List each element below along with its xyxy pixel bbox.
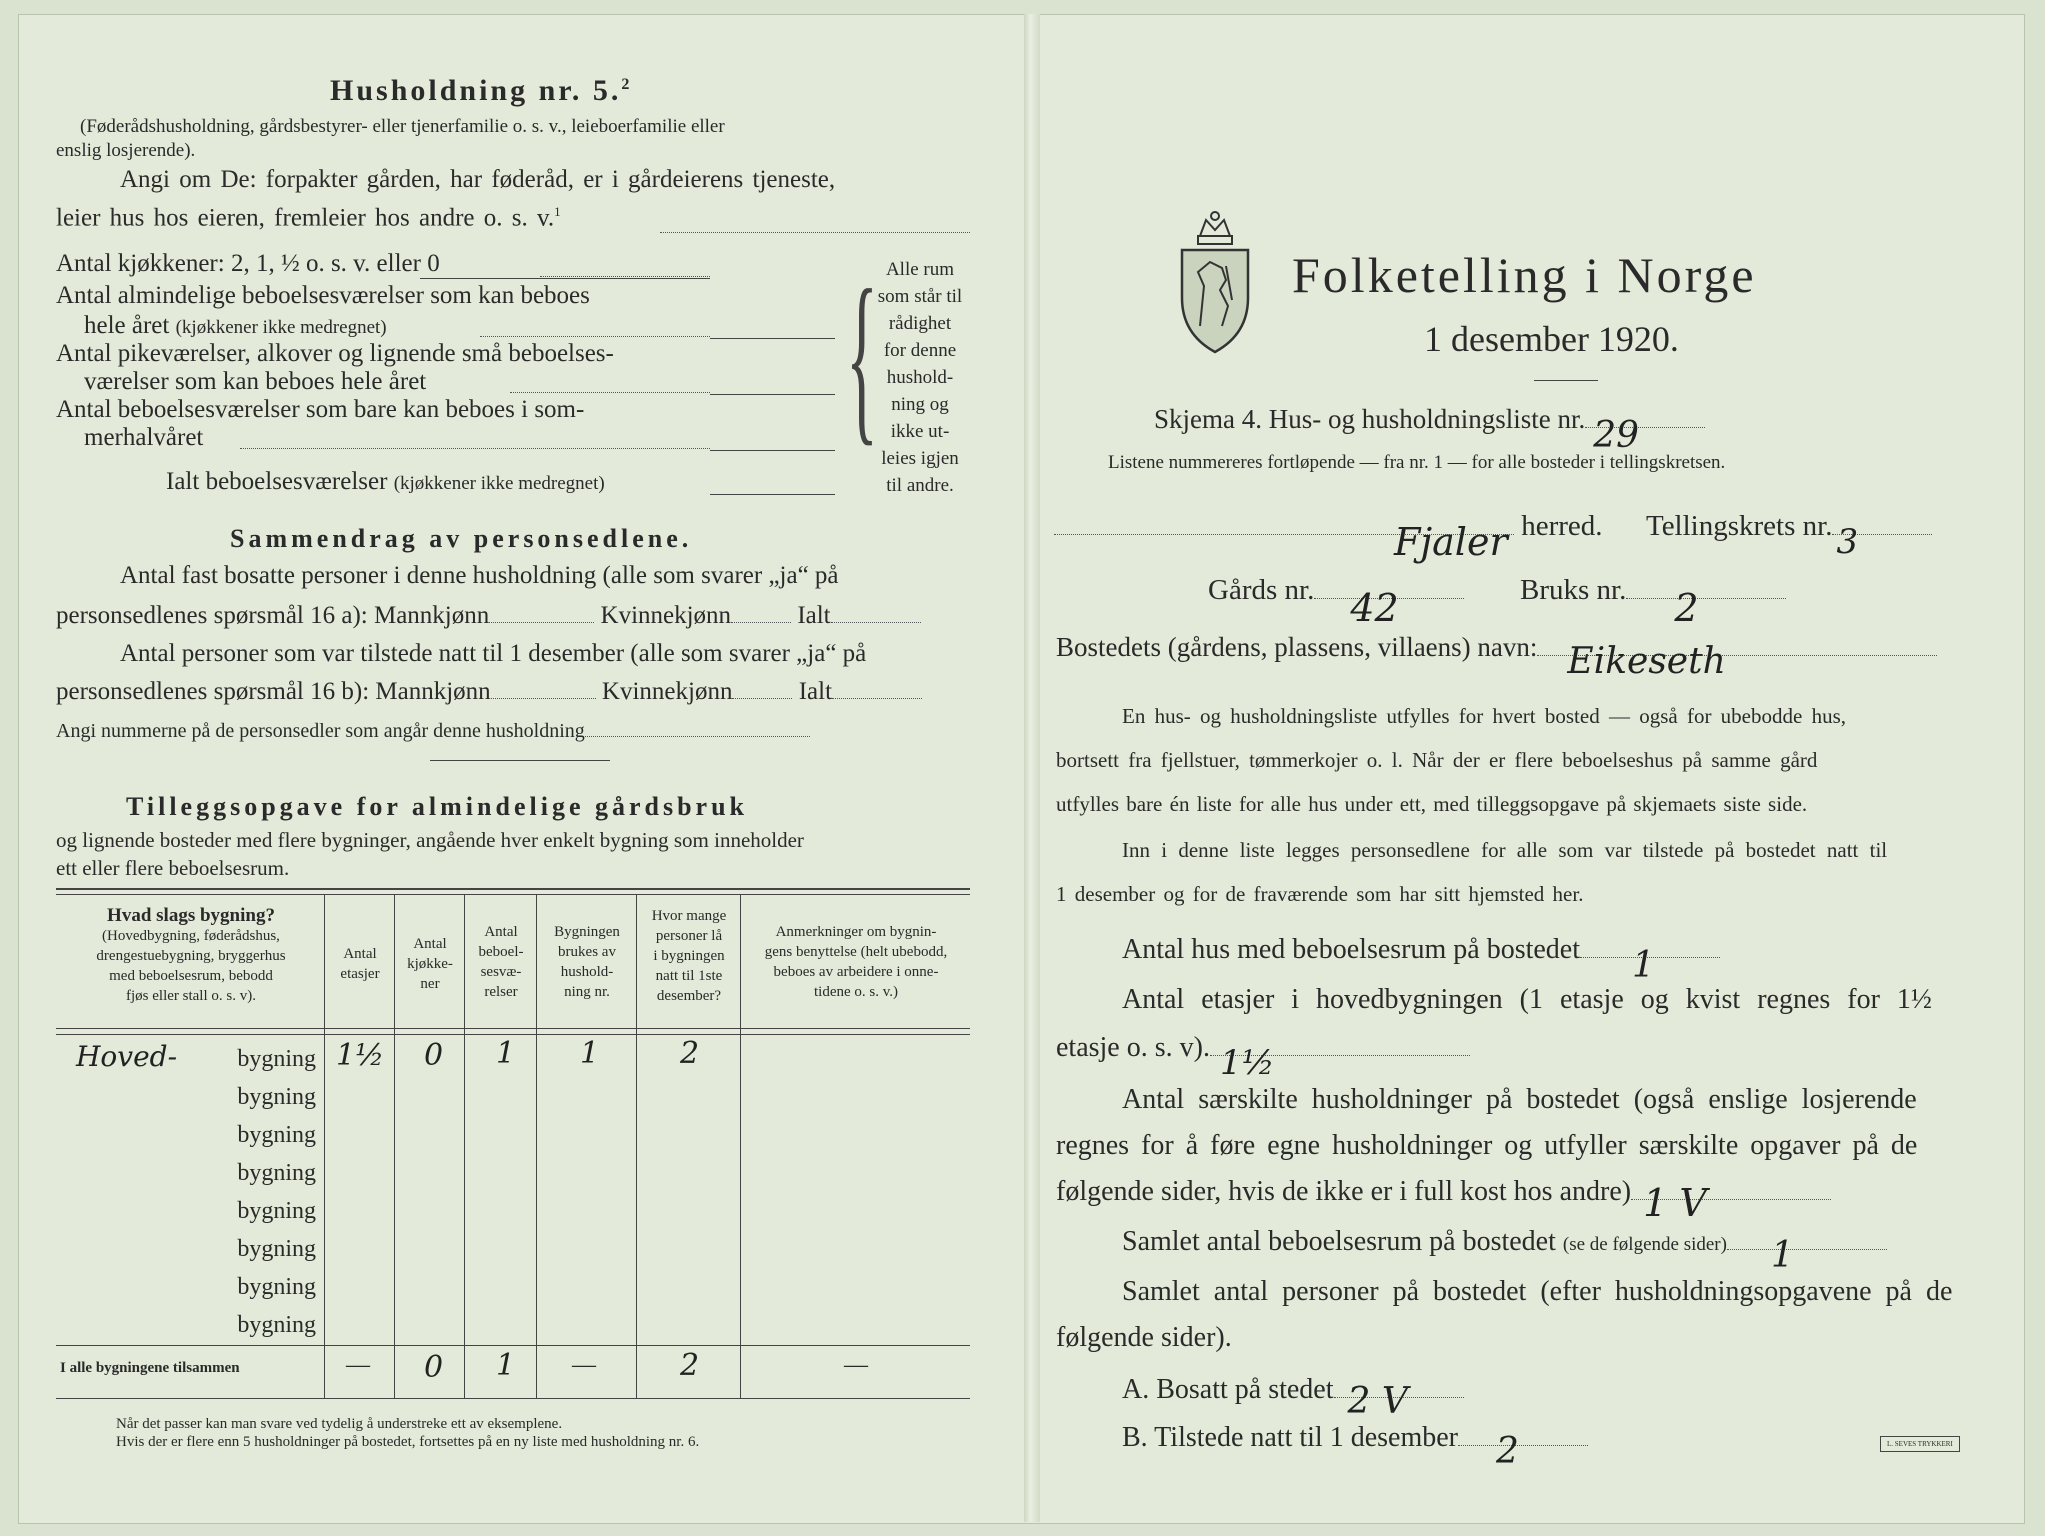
etasjer-line-1: Antal etasjer i hovedbygningen (1 etasje og kvist regnes for 1½ bbox=[1122, 984, 1932, 1015]
table-header-bottom bbox=[56, 1028, 970, 1029]
table-top bbox=[56, 888, 970, 890]
herred-line: Fjaler herred. bbox=[1054, 510, 1603, 543]
col-sep-4 bbox=[536, 894, 537, 1398]
household-subtitle-2: enslig losjerende). bbox=[56, 140, 196, 161]
th-husholdning: Bygningen brukes av hushold- ning nr. bbox=[554, 924, 620, 1000]
sommer-dots bbox=[240, 448, 710, 449]
sommer-label-1: Antal beboelsesværelser som bare kan beboes i som- bbox=[56, 396, 585, 423]
row1-etasjer: 1½ bbox=[336, 1038, 385, 1073]
total-anmerkninger: — bbox=[844, 1352, 868, 1378]
tillegg-title: Tilleggsopgave for almindelige gårdsbruk bbox=[126, 792, 749, 821]
household-subtitle-1: (Føderådshusholdning, gårdsbestyrer- eller tjenerfamilie o. s. v., leieboerfamilie eller bbox=[80, 116, 725, 137]
summary-title: Sammendrag av personsedlene. bbox=[230, 524, 693, 553]
samlet-rum-line: Samlet antal beboelsesrum på bostedet (se de følgende sider) 1 bbox=[1122, 1226, 1887, 1258]
summary-1-line-2: personsedlenes spørsmål 16 a): Mannkjønn Kvinnekjønn Ialt bbox=[56, 602, 921, 630]
summary-1-line-1: Antal fast bosatte personer i denne husholdning (alle som svarer „ja“ på bbox=[120, 562, 839, 589]
samlet-pers-line-2: følgende sider). bbox=[1056, 1322, 1232, 1353]
hus-line: Antal hus med beboelsesrum på bostedet 1 bbox=[1122, 934, 1720, 966]
table-total-top bbox=[56, 1345, 970, 1346]
angi-line-1: Angi om De: forpakter gården, har føderåd, er i gårdeierens tjeneste, bbox=[120, 166, 836, 193]
tillegg-line-1: og lignende bosteder med flere bygninger, angående hver enkelt bygning som inneholder bbox=[56, 828, 804, 852]
brace-note: Alle rum som står til rådighet for denne hushold- ning og ikke ut- leies igjen til andre. bbox=[877, 259, 963, 496]
title-divider bbox=[1534, 380, 1598, 381]
th-vaerelser: Antal beboel- sesvæ- relser bbox=[478, 924, 524, 1000]
instruction-2-2: 1 desember og for de fraværende som har sitt hjemsted her. bbox=[1056, 882, 1584, 906]
row-label: bygning bbox=[237, 1198, 316, 1224]
summary-2-line-2: personsedlenes spørsmål 16 b): Mannkjønn Kvinnekjønn Ialt bbox=[56, 678, 922, 706]
instruction-1-3: utfylles bare én liste for alle hus under ett, med tilleggsopgave på skjemaets siste side. bbox=[1056, 792, 1808, 816]
pike-label-2: værelser som kan beboes hele året bbox=[84, 368, 427, 395]
kjokkener-label: Antal kjøkkener: 2, 1, ½ o. s. v. eller 0 bbox=[56, 250, 440, 277]
row-label: bygning bbox=[237, 1084, 316, 1110]
row-label: bygning bbox=[237, 1122, 316, 1148]
kjokkener-dots bbox=[540, 276, 710, 277]
total-label: I alle bygningene tilsammen bbox=[60, 1360, 240, 1376]
tilstede-line: B. Tilstede natt til 1 desember 2 bbox=[1122, 1422, 1588, 1454]
bruks-line: Bruks nr. 2 bbox=[1520, 574, 1786, 607]
table-top-2 bbox=[56, 894, 970, 895]
row1-vaerelser: 1 bbox=[496, 1036, 516, 1071]
instruction-1-1: En hus- og husholdningsliste utfylles for hvert bosted — også for ubebodde hus, bbox=[1122, 704, 1846, 728]
etasjer-line-2: etasje o. s. v). 1½ bbox=[1056, 1032, 1470, 1064]
angi-nummerne: Angi nummerne på de personsedler som angår denne husholdning bbox=[56, 720, 810, 743]
bosatt-line: A. Bosatt på stedet 2 V bbox=[1122, 1374, 1464, 1406]
gards-line: Gårds nr. 42 bbox=[1208, 574, 1464, 607]
saer-line-1: Antal særskilte husholdninger på bostedet (også enslige losjerende bbox=[1122, 1084, 1917, 1115]
brace: { bbox=[846, 252, 878, 462]
th-building: Hvad slags bygning? (Hovedbygning, føderådshus, drengestuebygning, bryggerhus med beboelsesrum, bebodd fjøs eller stall o. s. v). bbox=[96, 905, 286, 1004]
pike-label-1: Antal pikeværelser, alkover og lignende små beboelses- bbox=[56, 340, 614, 367]
form-date: 1 desember 1920. bbox=[1424, 319, 1679, 359]
col-sep-3 bbox=[464, 894, 465, 1398]
table-header-bottom-2 bbox=[56, 1034, 970, 1035]
th-etasjer: Antal etasjer bbox=[340, 946, 380, 982]
row1-husholdning: 1 bbox=[580, 1036, 600, 1071]
pike-dots bbox=[510, 392, 710, 393]
row-label: bygning bbox=[237, 1236, 316, 1262]
samlet-pers-line-1: Samlet antal personer på bostedet (efter husholdningsopgavene på de bbox=[1122, 1276, 1953, 1307]
total-personer: 2 bbox=[680, 1348, 700, 1383]
col-sep-5 bbox=[636, 894, 637, 1398]
summary-2-line-1: Antal personer som var tilstede natt til 1 desember (alle som svarer „ja“ på bbox=[120, 640, 867, 667]
row1-kjokkener: 0 bbox=[424, 1038, 444, 1073]
footnote-2: Hvis der er flere enn 5 husholdninger på bostedet, fortsettes på en ny liste med husholdning nr. 6. bbox=[116, 1434, 700, 1450]
alm-label-2: hele året (kjøkkener ikke medregnet) bbox=[84, 312, 387, 339]
th-personer: Hvor mange personer lå i bygningen natt til 1ste desember? bbox=[651, 908, 727, 1004]
summary-divider bbox=[430, 760, 610, 761]
instruction-2-1: Inn i denne liste legges personsedlene for alle som var tilstede på bostedet natt til bbox=[1122, 838, 1888, 862]
alm-label-1: Antal almindelige beboelsesværelser som kan beboes bbox=[56, 282, 590, 309]
tillegg-line-2: ett eller flere beboelsesrum. bbox=[56, 856, 290, 880]
th-anmerkninger: Anmerkninger om bygnin- gens benyttelse (helt ubebodd, beboes av arbeidere i onne- tidene o. s. v.) bbox=[764, 924, 948, 1000]
col-sep-2 bbox=[394, 894, 395, 1398]
th-kjokkener: Antal kjøkke- ner bbox=[407, 936, 453, 992]
instruction-1-2: bortsett fra fjellstuer, tømmerkojer o. l. Når der er flere beboelseshus på samme gård bbox=[1056, 748, 1818, 772]
page-fold bbox=[1024, 14, 1040, 1522]
row1-hoved: Hoved- bbox=[76, 1040, 178, 1073]
printer-stamp: L. SEVES TRYKKERI bbox=[1880, 1436, 1960, 1452]
sommer-line bbox=[710, 450, 835, 451]
total-vaerelser: 1 bbox=[496, 1348, 516, 1383]
row-label: bygning bbox=[237, 1312, 316, 1338]
col-sep-1 bbox=[324, 894, 325, 1398]
ialt-label: Ialt beboelsesværelser (kjøkkener ikke medregnet) bbox=[166, 468, 605, 495]
table-bottom bbox=[56, 1398, 970, 1399]
skjema-line: Skjema 4. Hus- og husholdningsliste nr. 29 bbox=[1154, 404, 1705, 435]
ialt-line bbox=[710, 494, 835, 495]
household-title: Husholdning nr. 5.$^2$ bbox=[330, 74, 633, 107]
row-label: bygning bbox=[237, 1046, 316, 1072]
sommer-label-2: merhalvåret bbox=[84, 424, 204, 451]
kjokkener-underline bbox=[420, 278, 710, 279]
listene-note: Listene nummereres fortløpende — fra nr. 1 — for alle bosteder i tellingskretsen. bbox=[1108, 452, 1726, 473]
alm-dots bbox=[480, 336, 710, 337]
angi-line-2: leier hus hos eieren, fremleier hos andre o. s. v.$^1$ bbox=[56, 204, 561, 232]
form-title: Folketelling i Norge bbox=[1292, 247, 1757, 303]
row-label: bygning bbox=[237, 1160, 316, 1186]
saer-line-3: følgende sider, hvis de ikke er i full kost hos andre) 1 V bbox=[1056, 1176, 1831, 1208]
total-etasjer: — bbox=[346, 1352, 370, 1378]
bosted-line: Bostedets (gårdens, plassens, villaens) navn: Eikeseth bbox=[1056, 632, 1937, 663]
pike-line bbox=[710, 394, 835, 395]
footnote-1: Når det passer kan man svare ved tydelig å understreke ett av eksemplene. bbox=[116, 1416, 563, 1432]
saer-line-2: regnes for å føre egne husholdninger og utfyller særskilte opgaver på de bbox=[1056, 1130, 1918, 1161]
norway-coat-of-arms-emblem bbox=[1170, 206, 1260, 356]
row-label: bygning bbox=[237, 1274, 316, 1300]
total-kjokkener: 0 bbox=[424, 1350, 444, 1385]
tellingskrets-line: Tellingskrets nr. 3 bbox=[1646, 510, 1932, 543]
row1-personer: 2 bbox=[680, 1036, 700, 1071]
angi-fill-line bbox=[660, 232, 970, 233]
alm-line bbox=[710, 338, 835, 339]
col-sep-6 bbox=[740, 894, 741, 1398]
total-husholdning: — bbox=[572, 1352, 596, 1378]
